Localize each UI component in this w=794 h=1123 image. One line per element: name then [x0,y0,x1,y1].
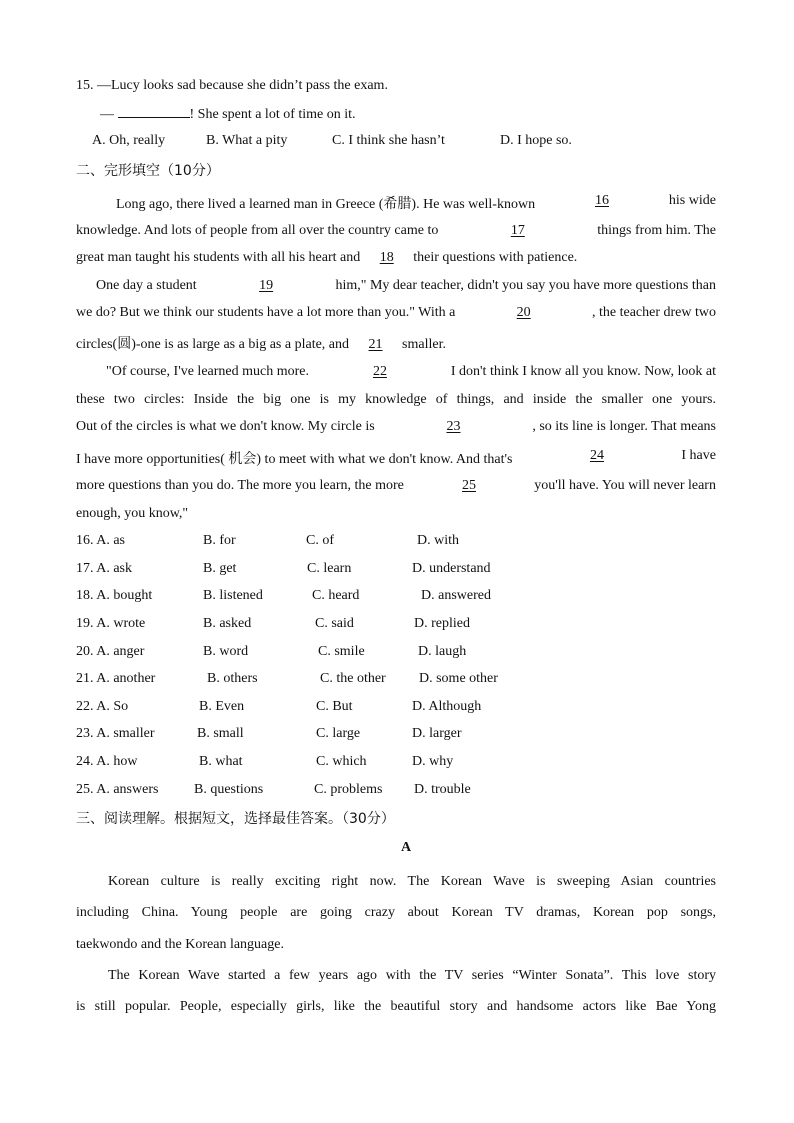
option-24-a[interactable]: 24. A. how [76,754,138,769]
cloze-text: their questions with patience. [413,250,578,265]
option-24-d[interactable]: D. why [412,754,454,769]
blank-20[interactable]: 20 [516,305,531,320]
option-17-b[interactable]: B. get [203,561,237,576]
reading-p2-line2: is still popular. People, especially girls, like the beautiful story and handsome actors like Bae Yong [76,999,716,1014]
passage-label: A [401,840,412,855]
cloze-p1-line3 [76,250,577,266]
cloze-text: I don't think I know all you know. Now, look at [450,364,716,379]
option-17-d[interactable]: D. understand [412,561,491,576]
option-17-a[interactable]: 17. A. ask [76,561,132,576]
q15-option-a[interactable]: A. Oh, really [92,133,166,148]
q15-option-d[interactable]: D. I hope so. [500,133,572,148]
cloze-text: him," My dear teacher, didn't you say you have more questions than [335,278,716,293]
option-18-d[interactable]: D. answered [421,588,491,603]
cloze-text: smaller. [402,337,446,352]
option-20-c[interactable]: C. smile [318,644,365,659]
cloze-p3-line2: these two circles: Inside the big one is my knowledge of things, and inside the smaller one yours. [76,392,716,407]
cloze-text: One day a student [96,278,197,293]
cloze-p3-line3 [76,419,716,435]
option-25-c[interactable]: C. problems [314,782,383,797]
option-21-b[interactable]: B. others [207,671,258,686]
cloze-text: "Of course, I've learned much more. [106,364,309,379]
reading-p1-line2: including China. Young people are going crazy about Korean TV dramas, Korean pop songs, [76,905,716,920]
q15-answer-blank[interactable] [118,105,190,118]
cloze-p2-line3 [76,333,446,353]
option-17-c[interactable]: C. learn [307,561,352,576]
cloze-p1-line1 [116,193,716,213]
option-20-d[interactable]: D. laugh [418,644,467,659]
option-20-a[interactable]: 20. A. anger [76,644,145,659]
reading-p1-line3: taekwondo and the Korean language. [76,937,284,952]
section3-heading: 三、阅读理解。根据短文，选择最佳答案。（30分） [76,811,395,827]
q15-option-b[interactable]: B. What a pity [206,133,288,148]
option-16-c[interactable]: C. of [306,533,334,548]
cloze-p3-line6: enough, you know," [76,506,189,521]
option-18-b[interactable]: B. listened [203,588,263,603]
cloze-p3-line4 [76,448,716,468]
option-18-c[interactable]: C. heard [312,588,360,603]
blank-22[interactable]: 22 [372,364,387,379]
reading-p1-line1: Korean culture is really exciting right now. The Korean Wave is sweeping Asian countries [108,874,716,889]
cloze-text: his wide [668,193,716,208]
cloze-text: , so its line is longer. That means [532,419,716,434]
q15-response-text: ! She spent a lot of time on it. [189,107,356,122]
option-25-a[interactable]: 25. A. answers [76,782,159,797]
cloze-p2-line2 [76,305,716,321]
blank-19[interactable]: 19 [259,278,274,293]
option-21-d[interactable]: D. some other [419,671,498,686]
blank-21[interactable]: 21 [368,337,383,352]
option-16-b[interactable]: B. for [203,533,236,548]
blank-17[interactable]: 17 [510,223,525,238]
cloze-text: circles(圆)-one is as large as a big as a plate, and [76,337,350,352]
cloze-text: more questions than you do. The more you learn, the more [76,478,404,493]
q15-response [100,105,356,123]
cloze-text: , the teacher drew two [591,305,716,320]
option-19-a[interactable]: 19. A. wrote [76,616,146,631]
cloze-text: knowledge. And lots of people from all over the country came to [76,223,439,238]
cloze-text: I have more opportunities( 机会) to meet with what we don't know. And that's [76,452,513,467]
cloze-text: Out of the circles is what we don't know. My circle is [76,419,375,434]
option-24-b[interactable]: B. what [199,754,243,769]
option-23-c[interactable]: C. large [316,726,361,741]
q15-dash: — [100,107,118,122]
option-19-b[interactable]: B. asked [203,616,252,631]
option-22-c[interactable]: C. But [316,699,353,714]
option-21-a[interactable]: 21. A. another [76,671,156,686]
blank-23[interactable]: 23 [446,419,461,434]
cloze-text: great man taught his students with all his heart and [76,250,361,265]
option-25-d[interactable]: D. trouble [414,782,471,797]
option-24-c[interactable]: C. which [316,754,367,769]
cloze-text: things from him. The [597,223,716,238]
blank-25[interactable]: 25 [462,478,477,493]
option-18-a[interactable]: 18. A. bought [76,588,153,603]
cloze-p3-line1 [106,364,716,380]
cloze-p3-line5 [76,478,716,494]
option-20-b[interactable]: B. word [203,644,249,659]
option-16-d[interactable]: D. with [417,533,459,548]
option-25-b[interactable]: B. questions [194,782,264,797]
option-21-c[interactable]: C. the other [320,671,386,686]
option-22-d[interactable]: D. Although [412,699,482,714]
option-19-c[interactable]: C. said [315,616,354,631]
blank-24[interactable]: 24 [589,448,604,463]
option-23-a[interactable]: 23. A. smaller [76,726,155,741]
option-19-d[interactable]: D. replied [414,616,470,631]
cloze-text: I have [681,448,716,463]
option-16-a[interactable]: 16. A. as [76,533,125,548]
q15-prompt: 15. —Lucy looks sad because she didn’t pass the exam. [76,78,388,93]
q15-option-c[interactable]: C. I think she hasn’t [332,133,445,148]
option-22-a[interactable]: 22. A. So [76,699,129,714]
option-23-b[interactable]: B. small [197,726,244,741]
blank-16[interactable]: 16 [595,193,609,208]
blank-18[interactable]: 18 [379,250,394,265]
cloze-text: we do? But we think our students have a lot more than you." With a [76,305,456,320]
option-22-b[interactable]: B. Even [199,699,245,714]
section2-heading: 二、完形填空（10分） [76,163,220,179]
cloze-text: you'll have. You will never learn [534,478,716,493]
cloze-text: Long ago, there lived a learned man in Greece (希腊). He was well-known [116,197,536,212]
cloze-p1-line2 [76,223,716,239]
option-23-d[interactable]: D. larger [412,726,462,741]
cloze-p2-line1 [96,278,716,294]
reading-p2-line1: The Korean Wave started a few years ago with the TV series “Winter Sonata”. This love story [108,968,716,983]
